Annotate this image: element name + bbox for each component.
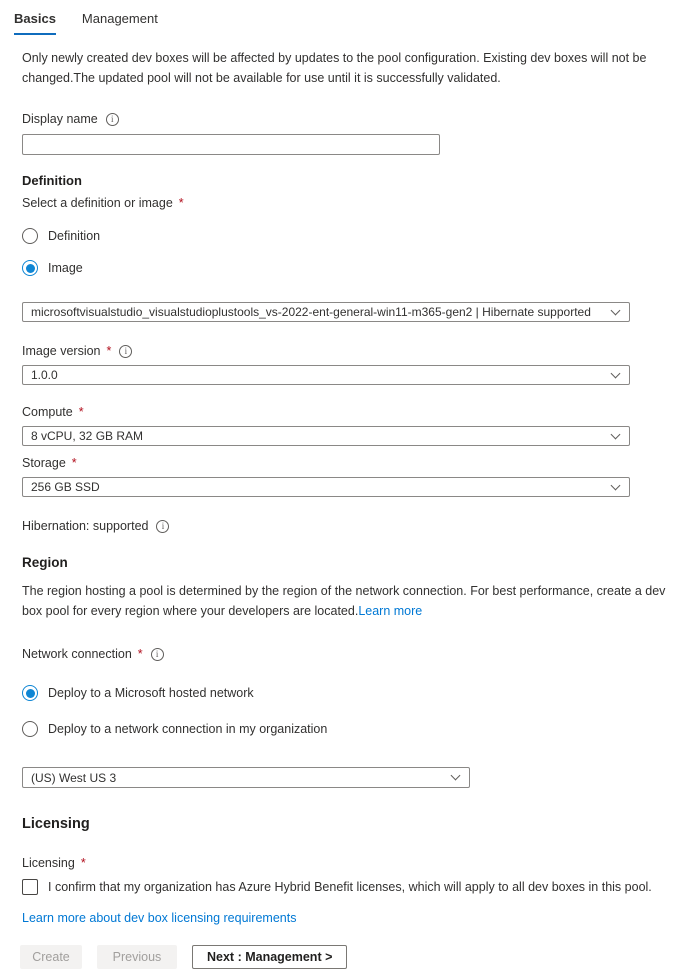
intro-text: Only newly created dev boxes will be affected by updates to the pool configuration. Existing dev boxes will not be changed.The updated pool will not be available for use until it is successfully validated.: [22, 51, 647, 85]
image-version-value: 1.0.0: [31, 368, 58, 382]
licensing-label: [22, 856, 674, 870]
info-icon[interactable]: i: [156, 520, 169, 533]
info-icon[interactable]: i: [151, 648, 164, 661]
network-connection-label: [22, 647, 674, 661]
previous-button[interactable]: Previous: [97, 945, 177, 969]
footer-buttons: [20, 945, 696, 969]
radio-image-circle[interactable]: [22, 260, 38, 276]
image-select-value: microsoftvisualstudio_visualstudioplustools_vs-2022-ent-general-win11-m365-gen2 | Hibernate supported: [31, 305, 591, 319]
definition-selector-label-text: Select a definition or image: [22, 196, 173, 210]
chevron-down-icon: [611, 305, 621, 315]
required-asterisk: *: [78, 405, 84, 419]
display-name-label-text: Display name: [22, 112, 98, 126]
storage-value: 256 GB SSD: [31, 480, 100, 494]
radio-org-network-label: Deploy to a network connection in my organization: [48, 722, 328, 736]
radio-microsoft-hosted-label: Deploy to a Microsoft hosted network: [48, 686, 254, 700]
region-description-text: The region hosting a pool is determined by the region of the network connection. For best performance, create a dev box pool for every region where your developers are located.: [22, 584, 666, 618]
region-description: [22, 581, 672, 621]
display-name-input[interactable]: [22, 134, 440, 155]
radio-microsoft-hosted-network[interactable]: [22, 685, 674, 701]
radio-definition-circle[interactable]: [22, 228, 38, 244]
hibernation-note-text: Hibernation: supported: [22, 519, 149, 533]
required-asterisk: *: [137, 647, 143, 661]
compute-label: [22, 405, 674, 419]
storage-label: [22, 456, 674, 470]
image-version-label: [22, 344, 674, 358]
chevron-down-icon: [451, 771, 461, 781]
chevron-down-icon: [611, 480, 621, 490]
radio-image-label: Image: [48, 261, 83, 275]
region-select[interactable]: [22, 767, 470, 788]
storage-select[interactable]: [22, 477, 630, 497]
required-asterisk: *: [106, 344, 112, 358]
hibernation-note: [22, 519, 674, 533]
region-learn-more-link[interactable]: Learn more: [358, 604, 423, 618]
radio-org-network-circle[interactable]: [22, 721, 38, 737]
info-icon[interactable]: i: [119, 345, 132, 358]
next-management-button[interactable]: Next : Management >: [192, 945, 347, 969]
radio-image[interactable]: [22, 260, 674, 276]
compute-select[interactable]: [22, 426, 630, 446]
create-button[interactable]: Create: [20, 945, 82, 969]
radio-org-network[interactable]: [22, 721, 674, 737]
tab-bar: [0, 0, 696, 35]
info-icon[interactable]: i: [106, 113, 119, 126]
licensing-checkbox[interactable]: [22, 879, 38, 895]
tab-management[interactable]: Management: [81, 11, 158, 26]
definition-heading: Definition: [22, 173, 82, 188]
chevron-down-icon: [611, 429, 621, 439]
image-version-select[interactable]: [22, 365, 630, 385]
licensing-learn-more-link[interactable]: Learn more about dev box licensing requirements: [22, 911, 297, 925]
required-asterisk: *: [178, 196, 184, 210]
image-version-label-text: Image version: [22, 344, 101, 358]
compute-label-text: Compute: [22, 405, 73, 419]
network-connection-label-text: Network connection: [22, 647, 132, 661]
storage-label-text: Storage: [22, 456, 66, 470]
chevron-down-icon: [611, 368, 621, 378]
required-asterisk: *: [71, 456, 77, 470]
tab-basics[interactable]: Basics: [14, 11, 56, 35]
licensing-checkbox-row[interactable]: [22, 879, 674, 895]
region-select-value: (US) West US 3: [31, 770, 117, 785]
licensing-heading: Licensing: [22, 816, 90, 832]
licensing-label-text: Licensing: [22, 856, 75, 870]
radio-definition-label: Definition: [48, 229, 101, 243]
display-name-label: [22, 112, 674, 126]
definition-selector-label: [22, 196, 674, 210]
licensing-checkbox-label: I confirm that my organization has Azure Hybrid Benefit licenses, which will apply to all dev boxes in this pool.: [48, 880, 652, 894]
compute-value: 8 vCPU, 32 GB RAM: [31, 429, 144, 443]
image-select[interactable]: [22, 302, 630, 322]
required-asterisk: *: [80, 856, 86, 870]
radio-definition[interactable]: [22, 228, 674, 244]
region-heading: Region: [22, 555, 68, 570]
radio-microsoft-hosted-circle[interactable]: [22, 685, 38, 701]
